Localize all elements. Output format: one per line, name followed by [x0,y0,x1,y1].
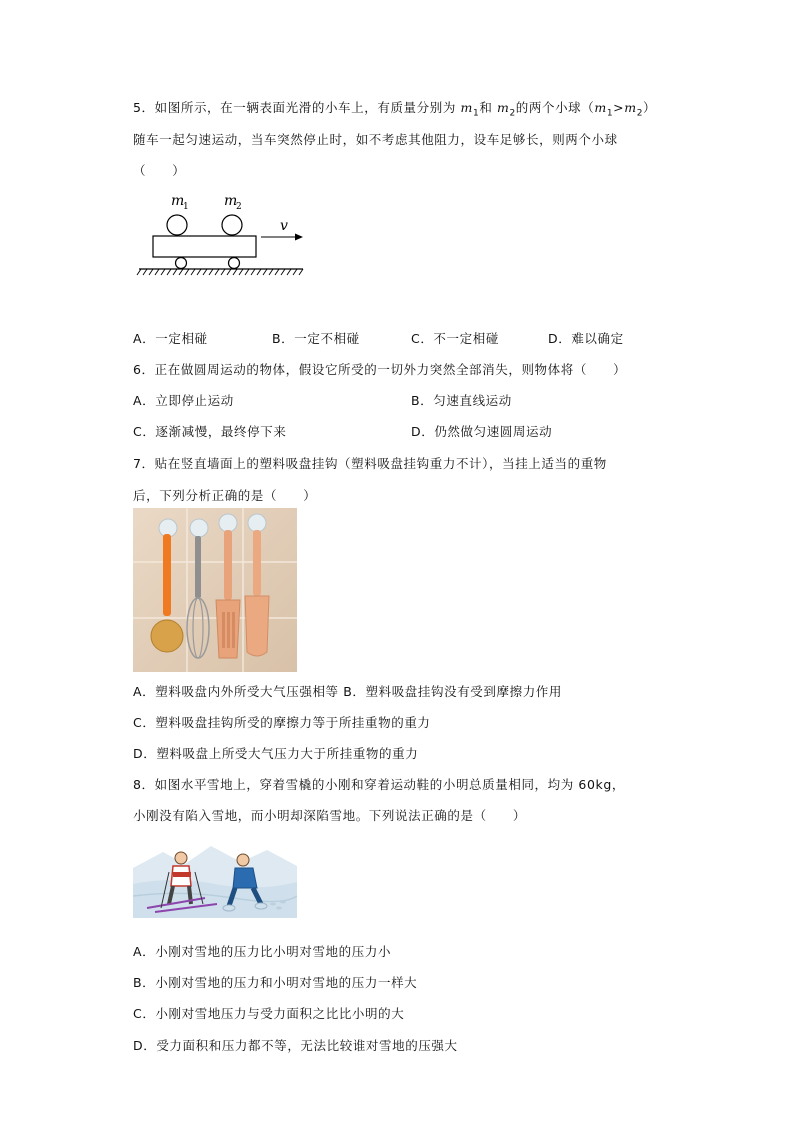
q7-line-2: 后，下列分析正确的是（ ） [133,488,317,503]
q5-cond-m1-sub: 1 [606,108,614,119]
q5-cond-close: ） [643,100,657,115]
fig-label-m1: m [171,193,185,209]
q5-m2: m [497,100,510,115]
walker-jacket [233,868,257,888]
q7-hooks-photo [133,508,297,672]
fig-label-m2-sub: 2 [236,202,242,212]
cart-body [153,236,256,257]
q8-line-2: 小刚没有陷入雪地，而小明却深陷雪地。下列说法正确的是（ ） [133,808,527,823]
q8-snow-illustration [133,838,297,918]
q8-option-a: A．小刚对雪地的压力比小明对雪地的压力小 [133,944,392,959]
q5-option-a: A．一定相碰 [133,331,208,346]
q5-option-d: D．难以确定 [548,331,624,346]
q6-option-a: A．立即停止运动 [133,393,234,408]
skier-head [175,852,187,864]
q7-option-c: C．塑料吸盘挂钩所受的摩擦力等于所挂重物的重力 [133,715,431,730]
wheel-left [176,258,187,269]
q6-text: 6．正在做圆周运动的物体，假设它所受的一切外力突然全部消失，则物体将（ ） [133,362,627,377]
q5-m1: m [460,100,473,115]
q5-option-b: B．一定不相碰 [272,331,360,346]
q5-and: 和 [479,100,497,115]
q8-option-b: B．小刚对雪地的压力和小明对雪地的压力一样大 [133,975,418,990]
ball-m2 [222,215,242,235]
q5-cart-figure [133,185,313,280]
velocity-arrow-head [295,234,303,241]
fig-label-m2: m [224,193,238,209]
q8-line-1: 8．如图水平雪地上，穿着雪橇的小刚和穿着运动鞋的小明总质量相同，均为 60kg， [133,777,626,792]
q8-option-d: D．受力面积和压力都不等，无法比较谁对雪地的压强大 [133,1038,458,1053]
q7-line-1: 7．贴在竖直墙面上的塑料吸盘挂钩（塑料吸盘挂钩重力不计），当挂上适当的重物 [133,456,607,471]
walker-footprint [223,905,235,911]
q5-cond-m2-sub: 2 [636,108,644,119]
q5-m1-sub: 1 [472,108,480,119]
q5-line-1 [133,98,656,119]
turner-handle [224,530,232,600]
brush-handle [163,534,171,616]
q5-line-2: 随车一起匀速运动，当车突然停止时，如不考虑其他阻力，设车足够长，则两个小球 [133,132,618,147]
q5-number: 5． [133,100,155,115]
walker-head [237,854,249,866]
q8-option-c: C．小刚对雪地压力与受力面积之比比小明的大 [133,1006,405,1021]
q5-bracket: （ ） [133,163,186,178]
q5-cond-m1: m [594,100,607,115]
q6-option-c: C．逐渐减慢，最终停下来 [133,424,287,439]
fig-label-v: v [280,218,288,234]
ground-hatch [137,269,303,275]
spatula-blade [245,596,269,656]
q5-cond-m2: m [624,100,637,115]
q6-option-d: D．仍然做匀速圆周运动 [411,424,553,439]
brush-head [151,620,183,652]
wheel-right [229,258,240,269]
q6-option-b: B．匀速直线运动 [411,393,512,408]
q5-option-c: C．不一定相碰 [411,331,499,346]
q7-option-ab: A．塑料吸盘内外所受大气压强相等 B．塑料吸盘挂钩没有受到摩擦力作用 [133,684,563,699]
q5-cond-gt: > [613,100,625,115]
whisk-handle [195,536,201,598]
q5-text-1b: 的两个小球（ [515,100,595,115]
q7-option-d: D．塑料吸盘上所受大气压力大于所挂重物的重力 [133,746,419,761]
q5-m2-sub: 2 [509,108,516,119]
spatula-handle [253,530,261,596]
fig-label-m1-sub: 1 [183,202,189,212]
ball-m1 [167,215,187,235]
q5-text-1a: 如图所示，在一辆表面光滑的小车上，有质量分别为 [154,100,461,115]
